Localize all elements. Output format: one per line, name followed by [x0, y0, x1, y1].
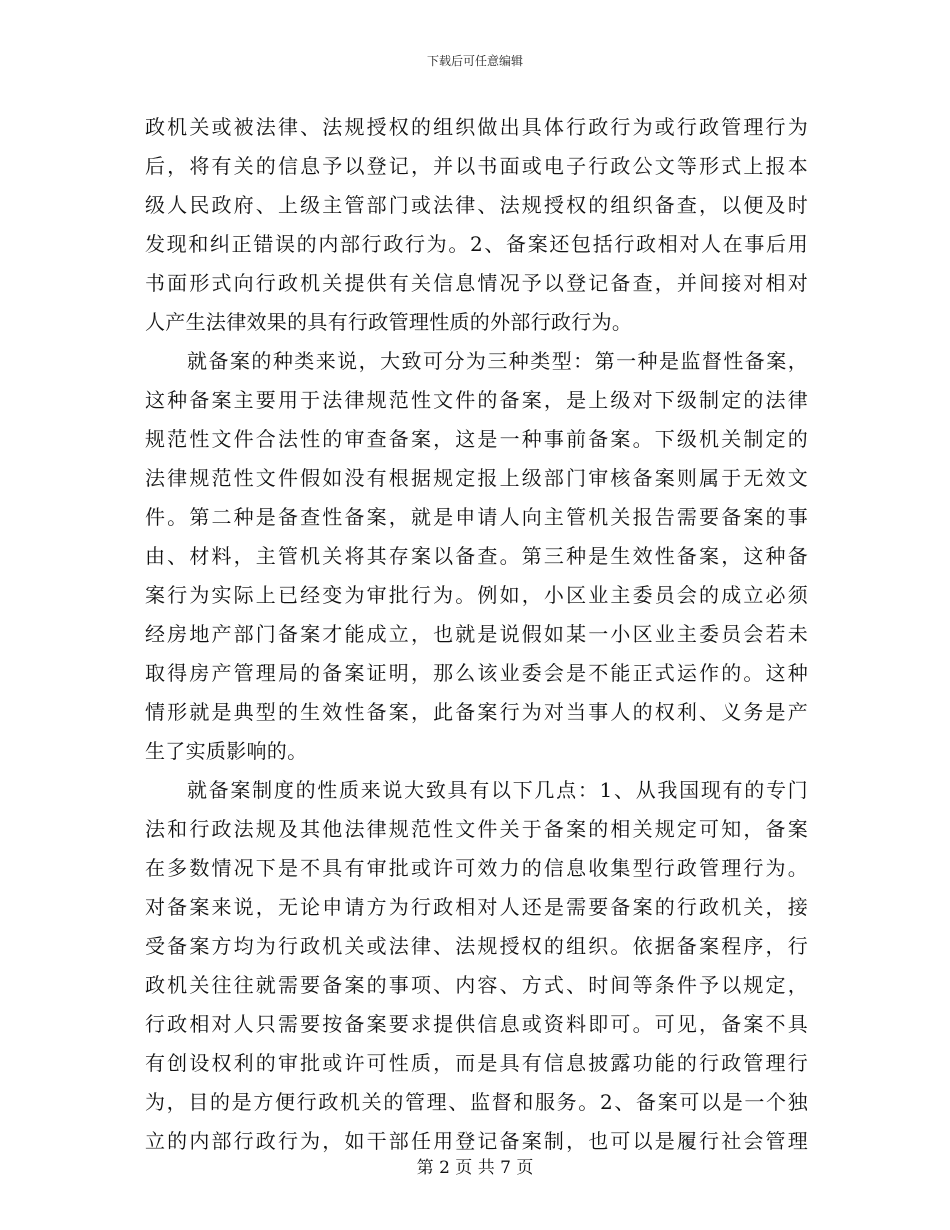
- text-line: 案行为实际上已经变为审批行为。例如，小区业主委员会的成立必须: [145, 583, 808, 607]
- text-line: 件。第二种是备查性备案，就是申请人向主管机关报告需要备案的事: [145, 505, 808, 529]
- text-line: 在多数情况下是不具有审批或许可效力的信息收集型行政管理行为。: [145, 856, 808, 880]
- text-line: 行政相对人只需要按备案要求提供信息或资料即可。可见，备案不具: [145, 1012, 808, 1036]
- document-body: [145, 108, 808, 1161]
- text-line: 法律规范性文件假如没有根据规定报上级部门审核备案则属于无效文: [145, 466, 808, 490]
- page-number-footer: 第 2 页 共 7 页: [416, 1158, 534, 1178]
- text-line: 受备案方均为行政机关或法律、法规授权的组织。依据备案程序，行: [145, 934, 808, 958]
- text-line: 情形就是典型的生效性备案，此备案行为对当事人的权利、义务是产: [145, 700, 808, 724]
- text-line: 规范性文件合法性的审查备案，这是一种事前备案。下级机关制定的: [145, 427, 808, 451]
- paragraph-first-line: 就备案制度的性质来说大致具有以下几点：1、从我国现有的专门: [187, 778, 808, 802]
- text-line: 人产生法律效果的具有行政管理性质的外部行政行为。: [145, 310, 633, 334]
- paragraph-first-line: 就备案的种类来说，大致可分为三种类型：第一种是监督性备案，: [187, 349, 808, 373]
- text-line: 立的内部行政行为，如干部任用登记备案制，也可以是履行社会管理: [145, 1129, 808, 1153]
- text-line: 政机关往往就需要备案的事项、内容、方式、时间等条件予以规定，: [145, 973, 808, 997]
- text-line: 经房地产部门备案才能成立，也就是说假如某一小区业主委员会若未: [145, 622, 808, 646]
- text-line: 发现和纠正错误的内部行政行为。2、备案还包括行政相对人在事后用: [145, 232, 808, 256]
- text-line: 对备案来说，无论申请方为行政相对人还是需要备案的行政机关，接: [145, 895, 808, 919]
- text-line: 这种备案主要用于法律规范性文件的备案，是上级对下级制定的法律: [145, 388, 808, 412]
- text-line: 为，目的是方便行政机关的管理、监督和服务。2、备案可以是一个独: [145, 1090, 808, 1114]
- text-line: 生了实质影响的。: [145, 739, 308, 763]
- text-line: 后，将有关的信息予以登记，并以书面或电子行政公文等形式上报本: [145, 154, 808, 178]
- text-line: 有创设权利的审批或许可性质，而是具有信息披露功能的行政管理行: [145, 1051, 808, 1075]
- text-line: 法和行政法规及其他法律规范性文件关于备案的相关规定可知，备案: [145, 817, 808, 841]
- page-header: 下载后可任意编辑: [426, 54, 523, 68]
- text-line: 由、材料，主管机关将其存案以备查。第三种是生效性备案，这种备: [145, 544, 808, 568]
- text-line: 取得房产管理局的备案证明，那么该业委会是不能正式运作的。这种: [145, 661, 808, 685]
- text-line: 政机关或被法律、法规授权的组织做出具体行政行为或行政管理行为: [145, 115, 808, 139]
- text-line: 级人民政府、上级主管部门或法律、法规授权的组织备查，以便及时: [145, 193, 808, 217]
- text-line: 书面形式向行政机关提供有关信息情况予以登记备查，并间接对相对: [145, 271, 808, 295]
